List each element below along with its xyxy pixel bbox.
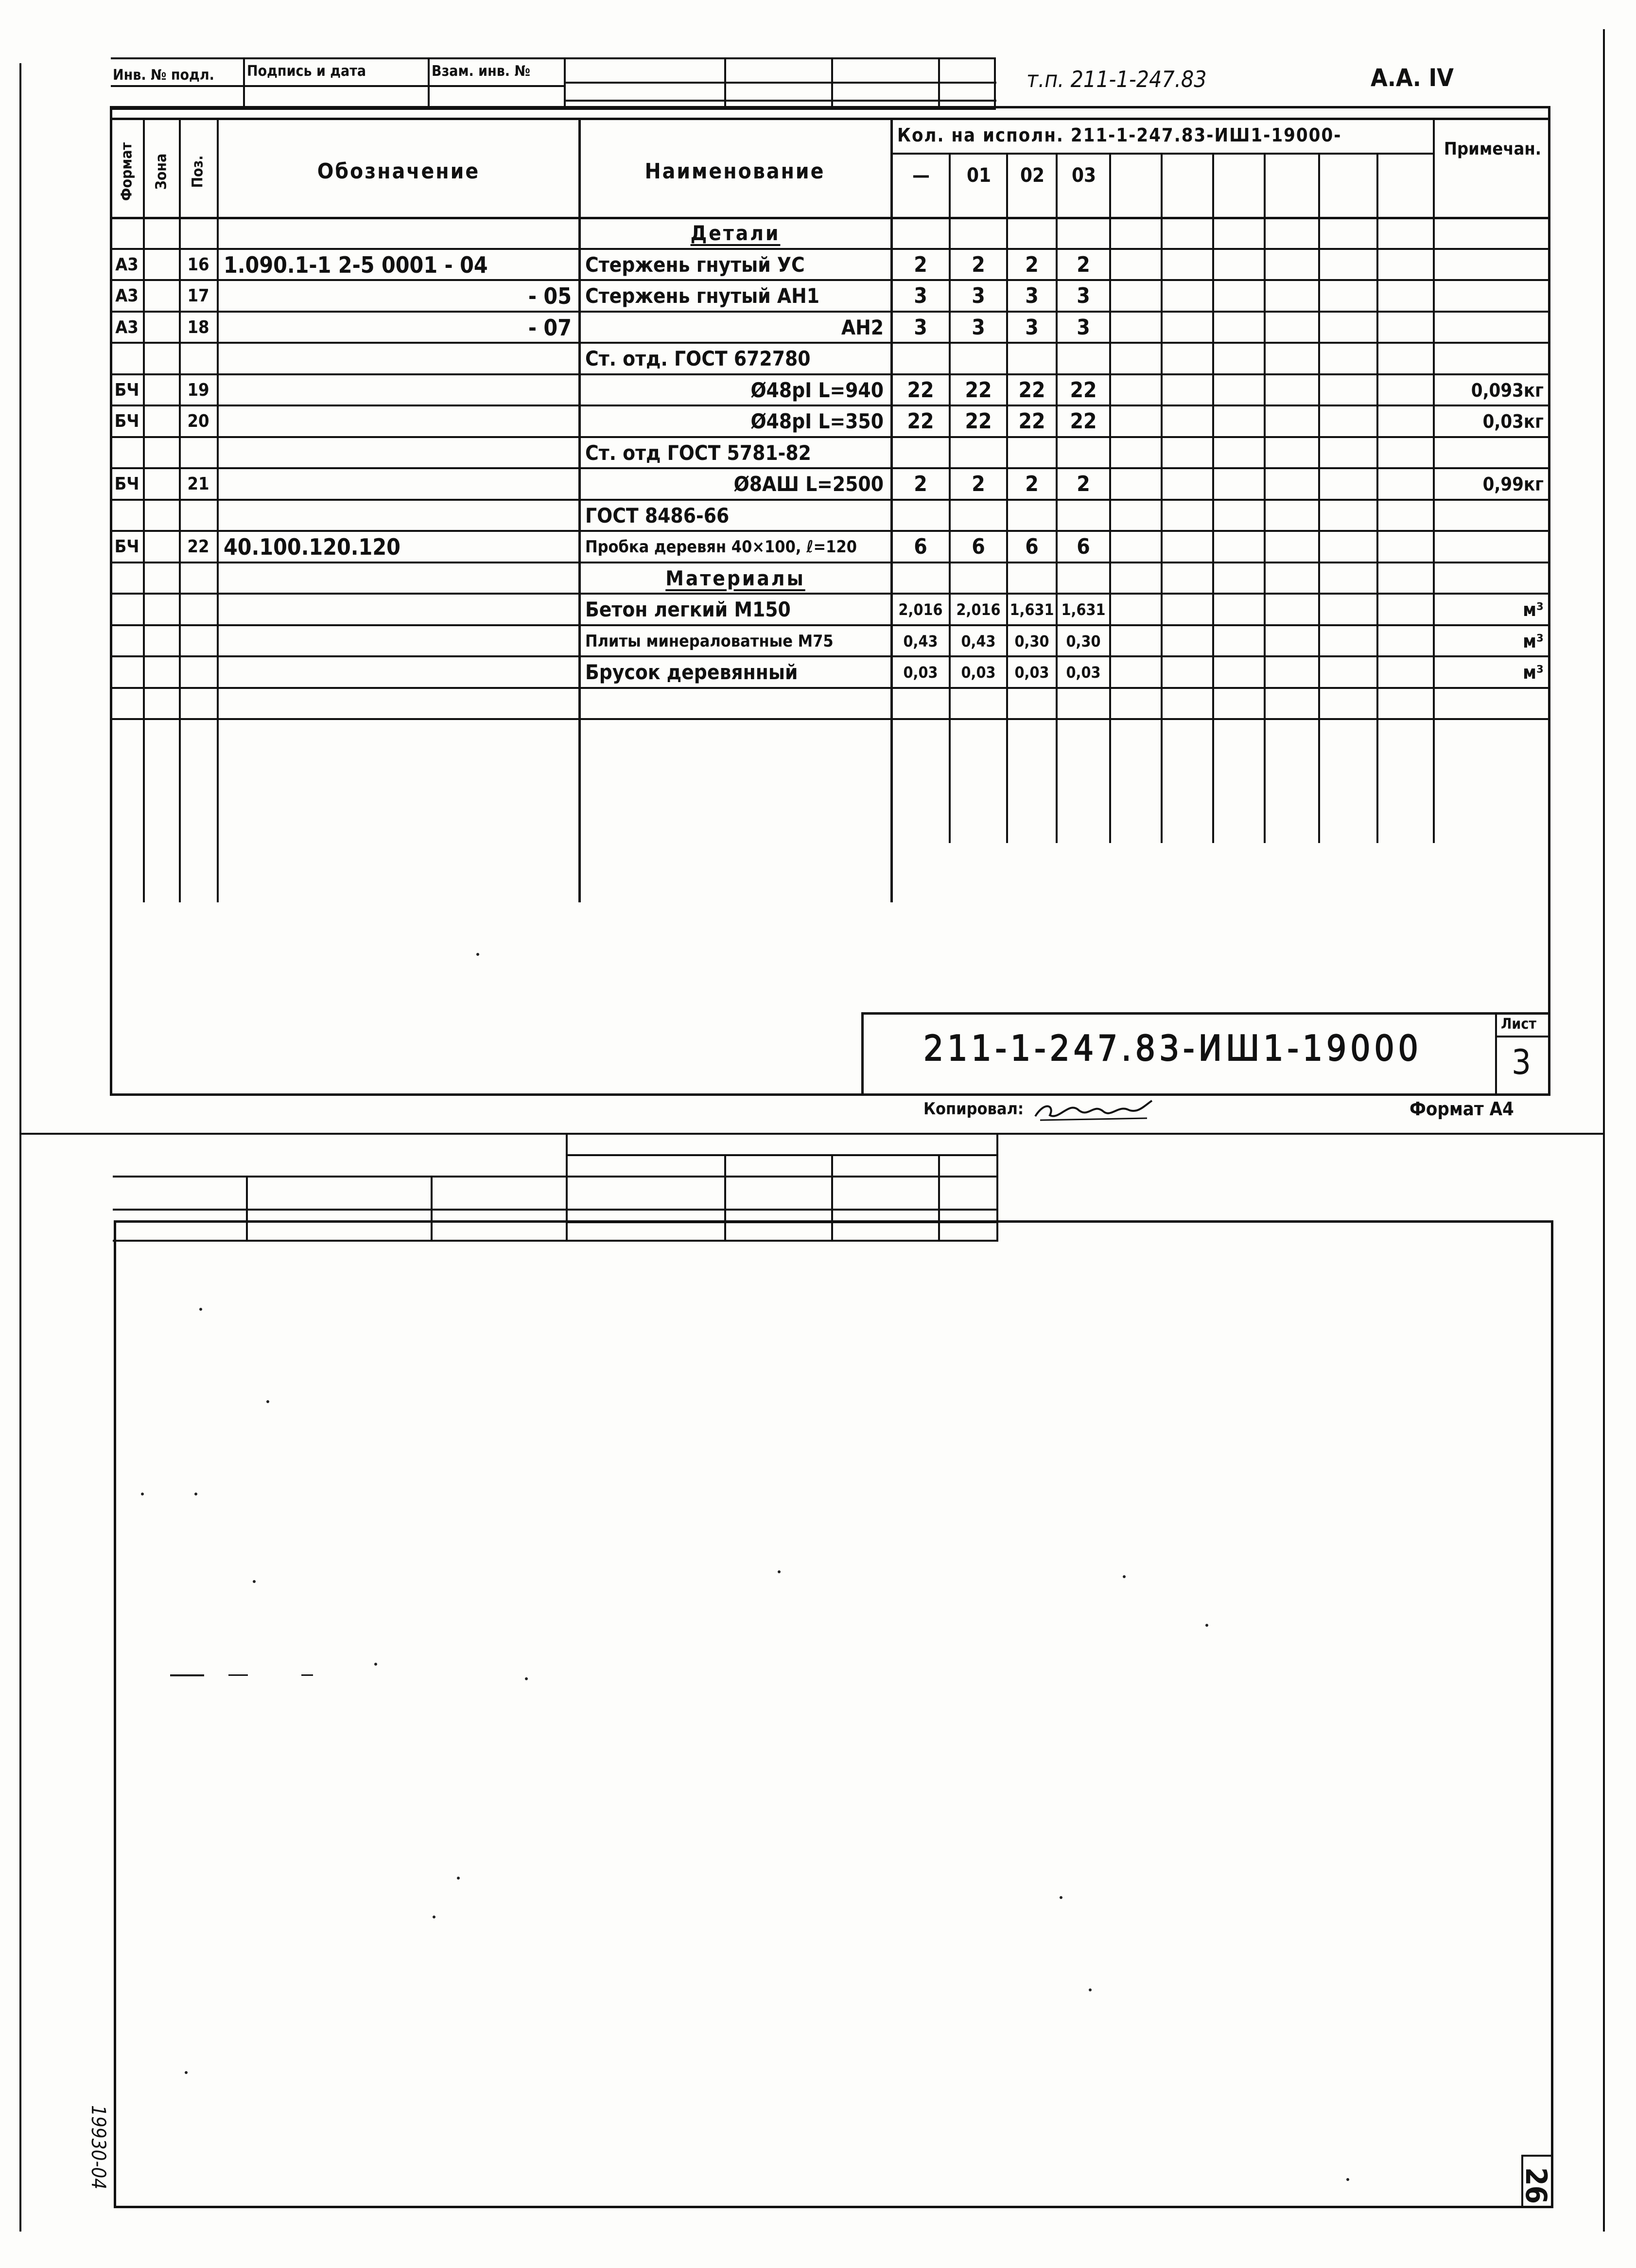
cell-note: м³ bbox=[1523, 662, 1544, 684]
cell-qty-0: 22 bbox=[907, 409, 934, 434]
cell-qty-1: 2,016 bbox=[956, 600, 1001, 619]
cell-designation bbox=[219, 594, 578, 626]
cell-qty-0 bbox=[892, 500, 949, 532]
cell-qty-1 bbox=[951, 688, 1006, 720]
scan-speck bbox=[141, 1493, 144, 1495]
cell-pos bbox=[180, 626, 217, 657]
cell-note: 0,99кг bbox=[1482, 474, 1544, 495]
cell-format: БЧ bbox=[114, 537, 139, 557]
margin-code: 19930-04 bbox=[87, 2105, 109, 2190]
cell-name: Ст. отд. ГОСТ 672780 bbox=[585, 347, 811, 371]
cell-qty-1: 3 bbox=[972, 283, 985, 309]
cell-qty-3 bbox=[1058, 343, 1109, 375]
cell-qty-1: 2 bbox=[972, 472, 985, 497]
cell-pos bbox=[180, 594, 217, 626]
scan-speck bbox=[266, 1400, 269, 1403]
copied-by-label: Копировал: bbox=[923, 1099, 1024, 1119]
sheet-separator bbox=[19, 1133, 1604, 1135]
cell-designation bbox=[219, 500, 578, 532]
cell-name: Плиты минераловатные М75 bbox=[585, 631, 834, 651]
cell-qty-2: 1,631 bbox=[1009, 600, 1054, 619]
cell-format bbox=[111, 343, 143, 375]
cell-qty-0: 0,43 bbox=[903, 632, 938, 651]
cell-pos: 19 bbox=[187, 380, 209, 400]
scan-speck bbox=[476, 953, 479, 956]
cell-qty-3: 22 bbox=[1070, 409, 1097, 434]
cell-qty-2: 0,03 bbox=[1014, 663, 1049, 682]
page-left-border bbox=[19, 63, 21, 2232]
cell-qty-1 bbox=[951, 438, 1006, 469]
cell-zone bbox=[144, 500, 179, 532]
cell-qty-3 bbox=[1058, 563, 1109, 595]
cell-pos bbox=[180, 657, 217, 688]
col-qty-variant-0: — bbox=[912, 164, 930, 187]
cell-qty-1: 0,03 bbox=[961, 663, 996, 682]
cell-note bbox=[1435, 343, 1550, 375]
cell-qty-1: 22 bbox=[965, 409, 992, 434]
sheet-number: 3 bbox=[1512, 1042, 1532, 1082]
col-zone-header: Зона bbox=[153, 153, 170, 190]
cell-qty-0 bbox=[892, 688, 949, 720]
cell-note: м³ bbox=[1523, 630, 1544, 652]
scan-speck bbox=[1123, 1575, 1126, 1578]
cell-qty-3 bbox=[1058, 688, 1109, 720]
page-right-border bbox=[1603, 29, 1605, 2232]
cell-format bbox=[111, 626, 143, 657]
cell-zone bbox=[144, 657, 179, 688]
cell-format: А3 bbox=[115, 317, 139, 337]
cell-note bbox=[1435, 688, 1550, 720]
cell-qty-1: 0,43 bbox=[961, 632, 996, 651]
cell-name: Пробка деревян 40×100, ℓ=120 bbox=[585, 537, 857, 557]
cell-pos: 16 bbox=[187, 254, 209, 275]
cell-note bbox=[1435, 312, 1550, 344]
scan-speck bbox=[1089, 1988, 1092, 1991]
cell-pos bbox=[180, 218, 217, 249]
scan-speck bbox=[1060, 1896, 1062, 1899]
cell-qty-1 bbox=[951, 343, 1006, 375]
cell-qty-0: 0,03 bbox=[903, 663, 938, 682]
cell-note bbox=[1435, 563, 1550, 595]
cell-name: Брусок деревянный bbox=[585, 660, 798, 685]
cell-qty-1 bbox=[951, 563, 1006, 595]
cell-name bbox=[580, 688, 890, 720]
cell-qty-0: 3 bbox=[914, 315, 927, 340]
cell-name: ГОСТ 8486-66 bbox=[585, 503, 730, 527]
cell-pos: 18 bbox=[187, 317, 209, 337]
cell-designation: - 07 bbox=[528, 314, 572, 341]
cell-zone bbox=[144, 626, 179, 657]
cell-qty-0: 3 bbox=[914, 283, 927, 309]
cell-format: БЧ bbox=[114, 411, 139, 432]
cell-qty-2: 2 bbox=[1025, 252, 1039, 277]
col-designation-header: Обозначение bbox=[317, 159, 480, 184]
scan-speck bbox=[1205, 1624, 1208, 1627]
col-qty-variant-3: 03 bbox=[1071, 164, 1096, 187]
cell-qty-2 bbox=[1008, 218, 1056, 249]
cell-note bbox=[1435, 218, 1550, 249]
lower-frame bbox=[114, 1220, 1553, 2208]
cell-qty-1: 6 bbox=[972, 534, 985, 560]
stamp-inv-label: Инв. № подл. bbox=[113, 67, 214, 84]
cell-qty-2: 22 bbox=[1018, 377, 1045, 403]
cell-qty-0 bbox=[892, 438, 949, 469]
cell-qty-0 bbox=[892, 343, 949, 375]
cell-designation bbox=[219, 406, 578, 438]
cell-zone bbox=[144, 469, 179, 500]
scan-speck bbox=[778, 1570, 781, 1573]
cell-pos: 22 bbox=[187, 537, 209, 557]
cell-format bbox=[111, 218, 143, 249]
cell-qty-1 bbox=[951, 218, 1006, 249]
cell-zone bbox=[144, 375, 179, 406]
cell-pos: 17 bbox=[187, 286, 209, 306]
scan-speck bbox=[194, 1493, 197, 1495]
cell-qty-2: 2 bbox=[1025, 472, 1039, 497]
cell-designation bbox=[219, 563, 578, 595]
album-number: А.А. IV bbox=[1371, 64, 1454, 92]
col-qty-group-header: Кол. на исполн. 211-1-247.83-ИШ1-19000- bbox=[897, 124, 1342, 146]
cell-note bbox=[1435, 249, 1550, 281]
cell-qty-3: 22 bbox=[1070, 377, 1097, 403]
col-qty-variant-2: 02 bbox=[1020, 164, 1045, 187]
cell-zone bbox=[144, 218, 179, 249]
cell-zone bbox=[144, 688, 179, 720]
cell-format bbox=[111, 438, 143, 469]
cell-pos bbox=[180, 343, 217, 375]
cell-qty-3 bbox=[1058, 438, 1109, 469]
cell-format: БЧ bbox=[114, 380, 139, 400]
cell-note: 0,093кг bbox=[1471, 379, 1544, 401]
cell-name: АН2 bbox=[841, 315, 884, 339]
scan-speck bbox=[374, 1663, 377, 1666]
cell-zone bbox=[144, 312, 179, 344]
col-pos-header: Поз. bbox=[189, 155, 207, 188]
cell-format bbox=[111, 563, 143, 595]
cell-pos bbox=[180, 438, 217, 469]
cell-qty-2 bbox=[1008, 343, 1056, 375]
cell-format: БЧ bbox=[114, 474, 139, 494]
stamp-sign-date-label: Подпись и дата bbox=[247, 63, 366, 80]
cell-designation bbox=[219, 469, 578, 500]
cell-qty-2 bbox=[1008, 688, 1056, 720]
cell-qty-2: 3 bbox=[1025, 283, 1039, 309]
cell-designation bbox=[219, 438, 578, 469]
cell-designation bbox=[219, 688, 578, 720]
cell-qty-3 bbox=[1058, 218, 1109, 249]
cell-name: Ø8АШ L=2500 bbox=[733, 472, 884, 496]
cell-qty-2 bbox=[1008, 500, 1056, 532]
cell-qty-3: 1,631 bbox=[1061, 600, 1106, 619]
cell-name: Бетон легкий М150 bbox=[585, 598, 791, 622]
cell-qty-3 bbox=[1058, 500, 1109, 532]
cell-format bbox=[111, 688, 143, 720]
cell-zone bbox=[144, 281, 179, 312]
cell-qty-0 bbox=[892, 218, 949, 249]
cell-zone bbox=[144, 343, 179, 375]
cell-format bbox=[111, 657, 143, 688]
cell-zone bbox=[144, 531, 179, 563]
sheet-label: Лист bbox=[1501, 1016, 1536, 1033]
project-reference: т.п. 211-1-247.83 bbox=[1027, 66, 1207, 92]
document-code: 211-1-247.83-ИШ1-19000 bbox=[923, 1028, 1422, 1069]
col-note-header: Примечан. bbox=[1444, 139, 1542, 159]
cell-qty-3: 0,30 bbox=[1066, 632, 1101, 651]
page-number: 26 bbox=[1519, 2167, 1553, 2204]
cell-qty-3: 6 bbox=[1077, 534, 1090, 560]
stamp-replace-inv-label: Взам. инв. № bbox=[432, 63, 530, 80]
col-qty-variant-1: 01 bbox=[966, 164, 992, 187]
cell-qty-2 bbox=[1008, 438, 1056, 469]
cell-zone bbox=[144, 249, 179, 281]
col-name-header: Наименование bbox=[644, 159, 825, 184]
cell-qty-0: 2 bbox=[914, 252, 927, 277]
scan-speck bbox=[253, 1580, 256, 1583]
cell-zone bbox=[144, 438, 179, 469]
cell-name: Материалы bbox=[665, 566, 805, 590]
cell-designation bbox=[219, 218, 578, 249]
cell-qty-3: 3 bbox=[1077, 283, 1090, 309]
cell-qty-0 bbox=[892, 563, 949, 595]
cell-qty-1: 22 bbox=[965, 377, 992, 403]
scan-speck bbox=[457, 1877, 460, 1880]
cell-zone bbox=[144, 563, 179, 595]
cell-designation: - 05 bbox=[528, 283, 572, 310]
cell-designation bbox=[219, 343, 578, 375]
cell-designation bbox=[219, 626, 578, 657]
cell-qty-2: 6 bbox=[1025, 534, 1039, 560]
cell-pos bbox=[180, 563, 217, 595]
stamp-mid-line bbox=[111, 85, 566, 87]
cell-qty-3: 2 bbox=[1077, 252, 1090, 277]
cell-note bbox=[1435, 281, 1550, 312]
cell-qty-2: 0,30 bbox=[1014, 632, 1049, 651]
cell-name: Детали bbox=[690, 221, 781, 246]
cell-qty-1: 2 bbox=[972, 252, 985, 277]
scan-speck bbox=[185, 2071, 188, 2074]
cell-designation bbox=[219, 657, 578, 688]
cell-format: А3 bbox=[115, 254, 139, 275]
cell-qty-0: 2,016 bbox=[898, 600, 943, 619]
cell-note: м³ bbox=[1523, 599, 1544, 621]
scan-dash bbox=[301, 1674, 313, 1676]
cell-qty-2: 22 bbox=[1018, 409, 1045, 434]
copier-signature bbox=[1030, 1091, 1157, 1125]
cell-designation: 40.100.120.120 bbox=[224, 534, 400, 561]
scan-dash bbox=[228, 1674, 248, 1676]
cell-pos: 20 bbox=[187, 411, 209, 432]
cell-designation bbox=[219, 375, 578, 406]
cell-format: А3 bbox=[115, 286, 139, 306]
cell-qty-3: 2 bbox=[1077, 472, 1090, 497]
cell-note bbox=[1435, 500, 1550, 532]
col-format-header: Формат bbox=[118, 142, 136, 201]
cell-qty-2: 3 bbox=[1025, 315, 1039, 340]
scan-speck bbox=[199, 1308, 202, 1311]
scan-dash bbox=[170, 1674, 204, 1676]
cell-zone bbox=[144, 594, 179, 626]
scan-speck bbox=[433, 1916, 435, 1918]
cell-qty-3: 3 bbox=[1077, 315, 1090, 340]
cell-pos: 21 bbox=[187, 474, 209, 494]
cell-note: 0,03кг bbox=[1482, 411, 1544, 433]
scan-speck bbox=[1346, 2178, 1349, 2181]
cell-qty-0: 6 bbox=[914, 534, 927, 560]
cell-qty-0: 2 bbox=[914, 472, 927, 497]
cell-zone bbox=[144, 406, 179, 438]
cell-qty-1 bbox=[951, 500, 1006, 532]
cell-pos bbox=[180, 688, 217, 720]
cell-name: Стержень гнутый АН1 bbox=[585, 284, 820, 308]
cell-name: Ø48рI L=350 bbox=[750, 409, 884, 434]
cell-name: Стержень гнутый УС bbox=[585, 252, 805, 277]
cell-pos bbox=[180, 500, 217, 532]
cell-name: Ø48рI L=940 bbox=[750, 378, 884, 402]
cell-note bbox=[1435, 531, 1550, 563]
cell-format bbox=[111, 594, 143, 626]
cell-name: Ст. отд ГОСТ 5781-82 bbox=[585, 440, 811, 465]
cell-qty-2 bbox=[1008, 563, 1056, 595]
cell-designation: 1.090.1-1 2-5 0001 - 04 bbox=[224, 251, 488, 278]
cell-qty-3: 0,03 bbox=[1066, 663, 1101, 682]
cell-note bbox=[1435, 438, 1550, 469]
cell-qty-1: 3 bbox=[972, 315, 985, 340]
scan-speck bbox=[525, 1677, 528, 1680]
format-label: Формат А4 bbox=[1410, 1098, 1514, 1120]
cell-qty-0: 22 bbox=[907, 377, 934, 403]
cell-format bbox=[111, 500, 143, 532]
